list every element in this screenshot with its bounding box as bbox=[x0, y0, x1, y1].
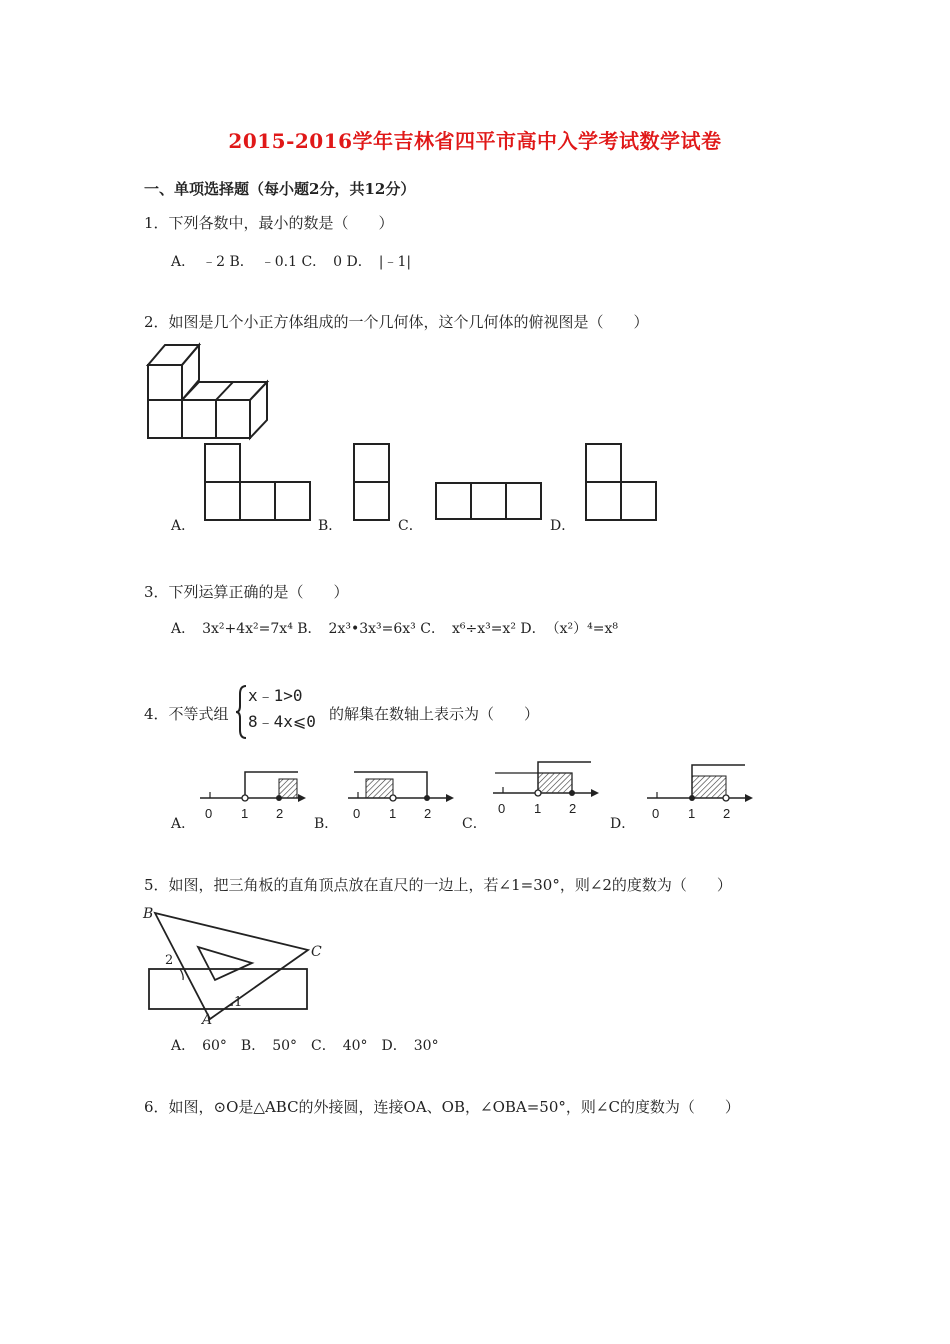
option-a-top-view bbox=[204, 443, 312, 523]
number-line-c-label-0: 0 bbox=[498, 801, 506, 816]
number-line-a-label-2: 2 bbox=[276, 806, 284, 821]
inequality-brace bbox=[236, 684, 248, 740]
cube-solid-figure bbox=[140, 340, 280, 445]
number-line-a-label-0: 0 bbox=[205, 806, 213, 821]
option-c-top-view bbox=[435, 482, 543, 522]
question-3-options: A． 3x²+4x²=7x⁴ B． 2x³•3x³=6x³ C． x⁶÷x³=x² D． （x²）⁴=x⁸ bbox=[171, 621, 618, 637]
vertex-a-label: A bbox=[202, 1012, 213, 1028]
number-line-b-label-0: 0 bbox=[353, 806, 361, 821]
section-heading: 一、单项选择题（每小题2分，共12分） bbox=[144, 180, 416, 198]
question-2-option-c-label: C． bbox=[398, 518, 423, 534]
inequality-line-2: 8﹣4x⩽0 bbox=[248, 712, 316, 731]
angle-2-label: 2 bbox=[165, 953, 174, 968]
number-line-d-label-1: 1 bbox=[688, 806, 696, 821]
number-line-c-label-2: 2 bbox=[569, 801, 577, 816]
number-line-b-label-1: 1 bbox=[389, 806, 397, 821]
inequality-system bbox=[248, 683, 316, 735]
question-5-stem: 5．如图，把三角板的直角顶点放在直尺的一边上，若∠1=30°，则∠2的度数为（ ） bbox=[144, 876, 732, 894]
question-3-stem: 3．下列运算正确的是（ ） bbox=[144, 583, 349, 601]
question-1-options: A． ﹣2 B． ﹣0.1 C． 0 D． |﹣1| bbox=[171, 254, 412, 270]
question-2-stem: 2．如图是几个小正方体组成的一个几何体，这个几何体的俯视图是（ ） bbox=[144, 313, 649, 331]
question-5-options: A． 60° B． 50° C． 40° D． 30° bbox=[171, 1038, 439, 1054]
question-4-option-d-label: D． bbox=[610, 816, 636, 832]
question-6-stem: 6．如图，⊙O是△ABC的外接圆，连接OA、OB，∠OBA=50°，则∠C的度数为（ ） bbox=[144, 1098, 740, 1116]
number-line-c-label-1: 1 bbox=[534, 801, 542, 816]
number-line-d-label-2: 2 bbox=[723, 806, 731, 821]
number-line-d bbox=[645, 762, 757, 824]
angle-1-label: 1 bbox=[234, 995, 243, 1010]
option-d-top-view bbox=[585, 443, 659, 523]
question-4-option-b-label: B． bbox=[314, 816, 339, 832]
question-2-option-a-label: A． bbox=[171, 518, 196, 534]
question-2-option-d-label: D． bbox=[550, 518, 576, 534]
question-4-suffix: 的解集在数轴上表示为（ ） bbox=[329, 705, 540, 723]
question-4-option-a-label: A． bbox=[171, 816, 196, 832]
question-2-option-b-label: B． bbox=[318, 518, 343, 534]
number-line-d-label-0: 0 bbox=[652, 806, 660, 821]
number-line-a-label-1: 1 bbox=[241, 806, 249, 821]
question-4-prefix: 4．不等式组 bbox=[144, 705, 229, 723]
number-line-b-label-2: 2 bbox=[424, 806, 432, 821]
option-b-top-view bbox=[353, 443, 393, 523]
question-4-option-c-label: C． bbox=[462, 816, 487, 832]
vertex-c-label: C bbox=[311, 944, 322, 960]
number-line-a bbox=[198, 762, 310, 824]
exam-title: 2015-2016学年吉林省四平市高中入学考试数学试卷 bbox=[228, 129, 722, 153]
inequality-line-1: x﹣1>0 bbox=[248, 686, 303, 705]
number-line-b bbox=[346, 762, 458, 824]
number-line-c bbox=[491, 757, 603, 819]
question-1-stem: 1．下列各数中，最小的数是（ ） bbox=[144, 214, 394, 232]
vertex-b-label: B bbox=[143, 906, 154, 922]
